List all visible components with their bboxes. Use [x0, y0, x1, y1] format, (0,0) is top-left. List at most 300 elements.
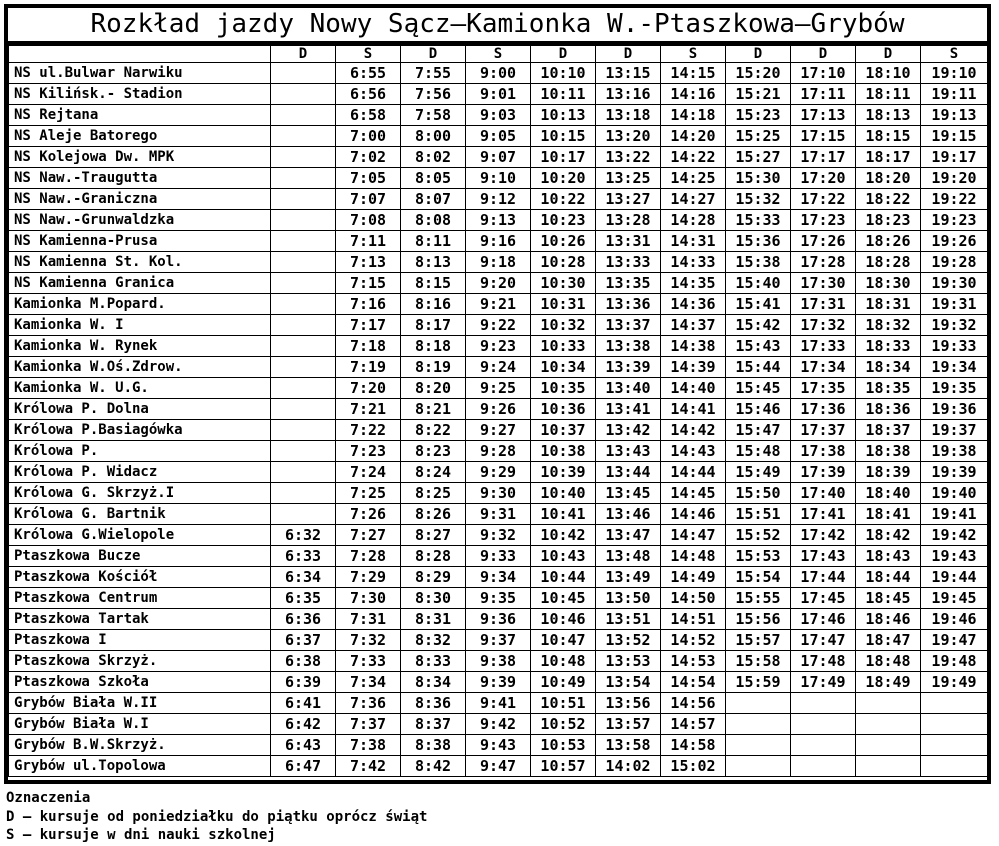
- departure-time: 8:18: [401, 336, 466, 357]
- departure-time: 8:28: [401, 546, 466, 567]
- stop-name: Królowa G.Wielopole: [9, 525, 271, 546]
- departure-time: 8:42: [401, 756, 466, 777]
- departure-time: 8:32: [401, 630, 466, 651]
- departure-time: 8:34: [401, 672, 466, 693]
- departure-time: 14:49: [661, 567, 726, 588]
- departure-time: [271, 168, 336, 189]
- departure-time: 17:44: [791, 567, 856, 588]
- departure-time: 9:22: [466, 315, 531, 336]
- departure-time: 18:30: [856, 273, 921, 294]
- departure-time: 7:34: [336, 672, 401, 693]
- stop-name: Królowa P. Widacz: [9, 462, 271, 483]
- departure-time: 18:13: [856, 105, 921, 126]
- departure-time: 10:52: [531, 714, 596, 735]
- departure-time: 8:25: [401, 483, 466, 504]
- departure-time: 10:49: [531, 672, 596, 693]
- departure-time: 17:33: [791, 336, 856, 357]
- departure-time: 15:45: [726, 378, 791, 399]
- departure-time: 14:50: [661, 588, 726, 609]
- departure-time: 18:49: [856, 672, 921, 693]
- departure-time: [271, 63, 336, 84]
- departure-time: 8:26: [401, 504, 466, 525]
- departure-time: 14:51: [661, 609, 726, 630]
- departure-time: 7:02: [336, 147, 401, 168]
- departure-time: 14:20: [661, 126, 726, 147]
- table-row: [9, 672, 988, 693]
- departure-time: 15:25: [726, 126, 791, 147]
- departure-time: 19:17: [921, 147, 988, 168]
- departure-time: 7:42: [336, 756, 401, 777]
- departure-time: 8:30: [401, 588, 466, 609]
- departure-time: 8:05: [401, 168, 466, 189]
- timetable-body: [9, 63, 988, 777]
- departure-time: 13:20: [596, 126, 661, 147]
- departure-time: 17:26: [791, 231, 856, 252]
- departure-time: 14:44: [661, 462, 726, 483]
- departure-time: 6:56: [336, 84, 401, 105]
- departure-time: 17:28: [791, 252, 856, 273]
- departure-time: 17:49: [791, 672, 856, 693]
- departure-time: 6:38: [271, 651, 336, 672]
- stop-name: Ptaszkowa Bucze: [9, 546, 271, 567]
- table-row: [9, 609, 988, 630]
- departure-time: [791, 756, 856, 777]
- departure-time: 14:54: [661, 672, 726, 693]
- departure-time: 18:35: [856, 378, 921, 399]
- departure-time: 18:45: [856, 588, 921, 609]
- departure-time: 13:51: [596, 609, 661, 630]
- departure-time: 13:18: [596, 105, 661, 126]
- departure-time: 10:38: [531, 441, 596, 462]
- departure-time: 14:02: [596, 756, 661, 777]
- table-row: [9, 630, 988, 651]
- stop-name: Grybów B.W.Skrzyż.: [9, 735, 271, 756]
- departure-time: 8:13: [401, 252, 466, 273]
- departure-time: 19:37: [921, 420, 988, 441]
- departure-time: 18:46: [856, 609, 921, 630]
- departure-time: 18:31: [856, 294, 921, 315]
- departure-time: 8:33: [401, 651, 466, 672]
- departure-time: 7:33: [336, 651, 401, 672]
- departure-time: 14:22: [661, 147, 726, 168]
- departure-time: 9:21: [466, 294, 531, 315]
- departure-time: 7:32: [336, 630, 401, 651]
- departure-time: 17:41: [791, 504, 856, 525]
- departure-time: 7:55: [401, 63, 466, 84]
- stop-name: NS Kamienna St. Kol.: [9, 252, 271, 273]
- table-row: [9, 84, 988, 105]
- departure-time: 10:22: [531, 189, 596, 210]
- departure-time: 14:57: [661, 714, 726, 735]
- departure-time: 13:41: [596, 399, 661, 420]
- departure-time: 10:26: [531, 231, 596, 252]
- departure-time: 19:28: [921, 252, 988, 273]
- stop-name: NS Naw.-Traugutta: [9, 168, 271, 189]
- table-row: [9, 210, 988, 231]
- table-row: [9, 294, 988, 315]
- departure-time: 9:03: [466, 105, 531, 126]
- departure-time: 9:10: [466, 168, 531, 189]
- departure-time: 15:56: [726, 609, 791, 630]
- departure-time: 19:35: [921, 378, 988, 399]
- departure-time: 15:30: [726, 168, 791, 189]
- departure-time: 13:45: [596, 483, 661, 504]
- table-row: [9, 756, 988, 777]
- departure-time: 14:39: [661, 357, 726, 378]
- departure-time: 7:13: [336, 252, 401, 273]
- departure-time: 15:42: [726, 315, 791, 336]
- departure-time: 9:34: [466, 567, 531, 588]
- departure-time: 7:20: [336, 378, 401, 399]
- departure-time: 17:47: [791, 630, 856, 651]
- departure-time: 8:24: [401, 462, 466, 483]
- departure-time: 7:00: [336, 126, 401, 147]
- departure-time: [271, 252, 336, 273]
- departure-time: 10:35: [531, 378, 596, 399]
- departure-time: [271, 378, 336, 399]
- table-row: [9, 462, 988, 483]
- departure-time: 15:02: [661, 756, 726, 777]
- stop-name: NS Kolejowa Dw. MPK: [9, 147, 271, 168]
- departure-time: 14:58: [661, 735, 726, 756]
- departure-time: 15:47: [726, 420, 791, 441]
- departure-time: 19:31: [921, 294, 988, 315]
- departure-time: 15:54: [726, 567, 791, 588]
- stop-name: Ptaszkowa I: [9, 630, 271, 651]
- departure-time: 7:21: [336, 399, 401, 420]
- timetable-title: Rozkład jazdy Nowy Sącz–Kamionka W.-Ptaszkowa–Grybów: [8, 8, 987, 45]
- departure-time: 6:43: [271, 735, 336, 756]
- table-row: [9, 168, 988, 189]
- departure-time: 14:15: [661, 63, 726, 84]
- departure-time: 10:17: [531, 147, 596, 168]
- stop-name: Grybów ul.Topolowa: [9, 756, 271, 777]
- departure-time: [271, 504, 336, 525]
- departure-time: 19:48: [921, 651, 988, 672]
- departure-time: 17:22: [791, 189, 856, 210]
- departure-time: 7:24: [336, 462, 401, 483]
- departure-time: 9:39: [466, 672, 531, 693]
- departure-time: 8:23: [401, 441, 466, 462]
- departure-time: 10:57: [531, 756, 596, 777]
- departure-time: 18:43: [856, 546, 921, 567]
- departure-time: 9:30: [466, 483, 531, 504]
- departure-time: 10:30: [531, 273, 596, 294]
- departure-time: 9:12: [466, 189, 531, 210]
- departure-time: 17:36: [791, 399, 856, 420]
- departure-time: 17:38: [791, 441, 856, 462]
- departure-time: 19:33: [921, 336, 988, 357]
- stop-name: Kamionka W. I: [9, 315, 271, 336]
- departure-time: 8:31: [401, 609, 466, 630]
- departure-time: 8:27: [401, 525, 466, 546]
- stop-name: NS Naw.-Grunwaldzka: [9, 210, 271, 231]
- departure-time: 19:40: [921, 483, 988, 504]
- departure-time: 15:40: [726, 273, 791, 294]
- departure-time: 9:13: [466, 210, 531, 231]
- departure-time: 9:36: [466, 609, 531, 630]
- legend-item-s: S – kursuje w dni nauki szkolnej: [6, 827, 276, 843]
- departure-time: 7:23: [336, 441, 401, 462]
- departure-time: 17:48: [791, 651, 856, 672]
- departure-time: 19:47: [921, 630, 988, 651]
- departure-time: 13:50: [596, 588, 661, 609]
- column-header: D: [401, 46, 466, 63]
- departure-time: 14:16: [661, 84, 726, 105]
- departure-time: 19:23: [921, 210, 988, 231]
- departure-time: 13:28: [596, 210, 661, 231]
- departure-time: 18:40: [856, 483, 921, 504]
- table-row: [9, 735, 988, 756]
- timetable-table: [8, 45, 988, 777]
- departure-time: 8:00: [401, 126, 466, 147]
- departure-time: 10:34: [531, 357, 596, 378]
- departure-time: 17:40: [791, 483, 856, 504]
- departure-time: [921, 693, 988, 714]
- departure-time: [271, 210, 336, 231]
- departure-time: 15:32: [726, 189, 791, 210]
- departure-time: 6:42: [271, 714, 336, 735]
- departure-time: 17:10: [791, 63, 856, 84]
- departure-time: 15:53: [726, 546, 791, 567]
- departure-time: 19:30: [921, 273, 988, 294]
- departure-time: 13:57: [596, 714, 661, 735]
- stop-name: Ptaszkowa Szkoła: [9, 672, 271, 693]
- departure-time: 13:31: [596, 231, 661, 252]
- departure-time: 17:39: [791, 462, 856, 483]
- departure-time: 15:41: [726, 294, 791, 315]
- departure-time: 9:41: [466, 693, 531, 714]
- departure-time: 17:23: [791, 210, 856, 231]
- departure-time: 6:33: [271, 546, 336, 567]
- departure-time: 13:53: [596, 651, 661, 672]
- column-header: S: [921, 46, 988, 63]
- departure-time: 7:27: [336, 525, 401, 546]
- table-row: [9, 546, 988, 567]
- departure-time: 9:37: [466, 630, 531, 651]
- departure-time: 8:11: [401, 231, 466, 252]
- departure-time: 9:35: [466, 588, 531, 609]
- departure-time: 13:43: [596, 441, 661, 462]
- departure-time: 8:29: [401, 567, 466, 588]
- departure-time: 17:34: [791, 357, 856, 378]
- departure-time: [856, 756, 921, 777]
- stop-name: NS Kilińsk.- Stadion: [9, 84, 271, 105]
- departure-time: 7:17: [336, 315, 401, 336]
- stop-name: Ptaszkowa Centrum: [9, 588, 271, 609]
- legend-item-d: D – kursuje od poniedziałku do piątku oprócz świąt: [6, 808, 428, 825]
- departure-time: 7:31: [336, 609, 401, 630]
- departure-time: [856, 735, 921, 756]
- departure-time: [726, 756, 791, 777]
- departure-time: 15:20: [726, 63, 791, 84]
- stop-name: NS Kamienna Granica: [9, 273, 271, 294]
- departure-time: 14:31: [661, 231, 726, 252]
- departure-time: 7:30: [336, 588, 401, 609]
- legend: [6, 789, 427, 845]
- departure-time: 17:31: [791, 294, 856, 315]
- departure-time: 19:36: [921, 399, 988, 420]
- departure-time: 9:23: [466, 336, 531, 357]
- departure-time: 17:13: [791, 105, 856, 126]
- departure-time: 14:18: [661, 105, 726, 126]
- departure-time: 10:53: [531, 735, 596, 756]
- departure-time: 15:57: [726, 630, 791, 651]
- departure-time: 8:21: [401, 399, 466, 420]
- departure-time: 10:41: [531, 504, 596, 525]
- departure-time: 13:37: [596, 315, 661, 336]
- table-row: [9, 441, 988, 462]
- departure-time: [271, 441, 336, 462]
- departure-time: 18:10: [856, 63, 921, 84]
- departure-time: 13:47: [596, 525, 661, 546]
- stop-name: NS ul.Bulwar Narwiku: [9, 63, 271, 84]
- departure-time: 13:36: [596, 294, 661, 315]
- departure-time: 7:22: [336, 420, 401, 441]
- departure-time: 17:45: [791, 588, 856, 609]
- departure-time: [791, 735, 856, 756]
- table-row: [9, 147, 988, 168]
- departure-time: 7:18: [336, 336, 401, 357]
- departure-time: 7:26: [336, 504, 401, 525]
- departure-time: 7:38: [336, 735, 401, 756]
- departure-time: 9:28: [466, 441, 531, 462]
- departure-time: 18:23: [856, 210, 921, 231]
- departure-time: 17:32: [791, 315, 856, 336]
- column-header: D: [271, 46, 336, 63]
- departure-time: 9:24: [466, 357, 531, 378]
- departure-time: 10:51: [531, 693, 596, 714]
- stop-name: Kamionka M.Popard.: [9, 294, 271, 315]
- departure-time: 9:26: [466, 399, 531, 420]
- table-row: [9, 126, 988, 147]
- departure-time: 17:42: [791, 525, 856, 546]
- departure-time: 10:10: [531, 63, 596, 84]
- departure-time: 6:34: [271, 567, 336, 588]
- table-row: [9, 105, 988, 126]
- departure-time: 6:39: [271, 672, 336, 693]
- departure-time: 10:46: [531, 609, 596, 630]
- departure-time: 17:43: [791, 546, 856, 567]
- stop-name: NS Naw.-Graniczna: [9, 189, 271, 210]
- departure-time: [921, 756, 988, 777]
- departure-time: 19:15: [921, 126, 988, 147]
- departure-time: 15:21: [726, 84, 791, 105]
- departure-time: 13:42: [596, 420, 661, 441]
- departure-time: 9:25: [466, 378, 531, 399]
- stop-name: Kamionka W. U.G.: [9, 378, 271, 399]
- departure-time: 15:51: [726, 504, 791, 525]
- departure-time: 9:31: [466, 504, 531, 525]
- departure-time: 13:56: [596, 693, 661, 714]
- departure-time: 10:20: [531, 168, 596, 189]
- stop-name: Królowa P.: [9, 441, 271, 462]
- departure-time: 10:31: [531, 294, 596, 315]
- departure-time: 6:41: [271, 693, 336, 714]
- table-row: [9, 504, 988, 525]
- stop-name: NS Rejtana: [9, 105, 271, 126]
- departure-time: 19:38: [921, 441, 988, 462]
- column-header: D: [726, 46, 791, 63]
- departure-time: [271, 462, 336, 483]
- departure-time: 8:19: [401, 357, 466, 378]
- stop-name: Grybów Biała W.II: [9, 693, 271, 714]
- departure-time: 8:07: [401, 189, 466, 210]
- departure-time: 8:37: [401, 714, 466, 735]
- departure-time: 13:25: [596, 168, 661, 189]
- departure-time: 18:48: [856, 651, 921, 672]
- departure-time: 19:39: [921, 462, 988, 483]
- column-header: D: [791, 46, 856, 63]
- departure-time: 9:27: [466, 420, 531, 441]
- departure-time: 15:27: [726, 147, 791, 168]
- stop-column-header: [9, 46, 271, 63]
- departure-time: 15:49: [726, 462, 791, 483]
- departure-time: 10:47: [531, 630, 596, 651]
- departure-time: 15:50: [726, 483, 791, 504]
- table-row: [9, 525, 988, 546]
- table-row: [9, 336, 988, 357]
- departure-time: 8:16: [401, 294, 466, 315]
- departure-time: 19:13: [921, 105, 988, 126]
- departure-time: 18:41: [856, 504, 921, 525]
- departure-time: 18:38: [856, 441, 921, 462]
- departure-time: 14:36: [661, 294, 726, 315]
- departure-time: [271, 126, 336, 147]
- departure-time: 13:44: [596, 462, 661, 483]
- departure-time: 13:39: [596, 357, 661, 378]
- departure-time: 13:52: [596, 630, 661, 651]
- column-header: S: [466, 46, 531, 63]
- column-header: D: [596, 46, 661, 63]
- departure-time: [271, 84, 336, 105]
- departure-time: 15:43: [726, 336, 791, 357]
- departure-time: 14:41: [661, 399, 726, 420]
- departure-time: 13:46: [596, 504, 661, 525]
- departure-time: 13:22: [596, 147, 661, 168]
- header-row: [9, 46, 988, 63]
- departure-time: 15:48: [726, 441, 791, 462]
- departure-time: 7:56: [401, 84, 466, 105]
- departure-time: 17:17: [791, 147, 856, 168]
- departure-time: 14:27: [661, 189, 726, 210]
- departure-time: 15:58: [726, 651, 791, 672]
- departure-time: 19:49: [921, 672, 988, 693]
- departure-time: 7:05: [336, 168, 401, 189]
- departure-time: 18:26: [856, 231, 921, 252]
- departure-time: 7:15: [336, 273, 401, 294]
- departure-time: 18:15: [856, 126, 921, 147]
- departure-time: 18:37: [856, 420, 921, 441]
- departure-time: 9:07: [466, 147, 531, 168]
- table-row: [9, 273, 988, 294]
- departure-time: 13:35: [596, 273, 661, 294]
- departure-time: 13:40: [596, 378, 661, 399]
- departure-time: 13:27: [596, 189, 661, 210]
- departure-time: 6:47: [271, 756, 336, 777]
- departure-time: 18:42: [856, 525, 921, 546]
- departure-time: [856, 714, 921, 735]
- departure-time: [726, 714, 791, 735]
- departure-time: 15:55: [726, 588, 791, 609]
- departure-time: 13:16: [596, 84, 661, 105]
- departure-time: [921, 714, 988, 735]
- departure-time: 9:20: [466, 273, 531, 294]
- departure-time: 14:53: [661, 651, 726, 672]
- departure-time: 9:00: [466, 63, 531, 84]
- departure-time: [921, 735, 988, 756]
- departure-time: 6:35: [271, 588, 336, 609]
